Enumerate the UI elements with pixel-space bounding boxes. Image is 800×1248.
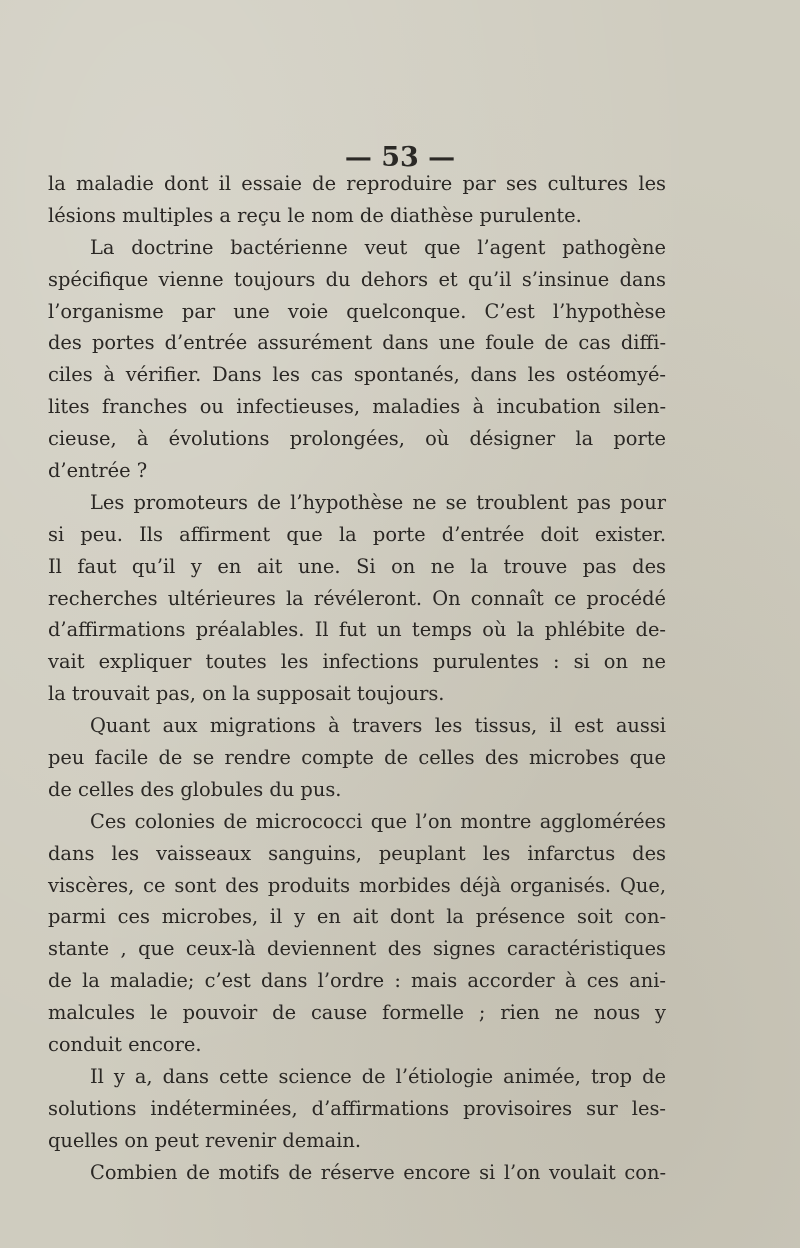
text-line: la trouvait pas, on la supposait toujours. — [48, 682, 445, 706]
text-line: cieuse, à évolutions prolongées, où désigner la porte — [48, 427, 666, 451]
text-line: Il y a, dans cette science de l’étiologie animée, trop de — [90, 1064, 666, 1088]
text-line: spécifique vienne toujours du dehors et qu’il s’insinue dans — [48, 267, 666, 291]
text-line: vait expliquer toutes les infections purulentes : si on ne — [48, 650, 666, 674]
text-line: quelles on peut revenir demain. — [48, 1128, 362, 1152]
text-line: dans les vaisseaux sanguins, peuplant les infarctus des — [48, 841, 666, 865]
text-line: la maladie dont il essaie de reproduire par ses cultures les — [48, 172, 666, 195]
page-number: — 53 — — [344, 142, 456, 173]
text-line: parmi ces microbes, il y en ait dont la présence soit con- — [48, 905, 666, 929]
text-line: Quant aux migrations à travers les tissus, il est aussi — [90, 714, 666, 738]
text-line: peu facile de se rendre compte de celles des microbes que — [48, 746, 666, 770]
text-line: La doctrine bactérienne veut que l’agent pathogène — [90, 235, 666, 259]
text-line: Il faut qu’il y en ait une. Si on ne la trouve pas des — [48, 554, 666, 578]
text-line: d’entrée ? — [48, 459, 148, 483]
text-line: conduit encore. — [48, 1033, 202, 1057]
text-line: des portes d’entrée assurément dans une foule de cas diffi- — [48, 331, 666, 355]
body-text — [48, 168, 666, 1189]
text-line: lésions multiples a reçu le nom de diathèse purulente. — [48, 203, 582, 227]
text-line: malcules le pouvoir de cause formelle ; rien ne nous y — [48, 1001, 666, 1025]
text-line: d’affirmations préalables. Il fut un temps où la phlébite de- — [48, 618, 666, 642]
text-line: Combien de motifs de réserve encore si l’on voulait con- — [90, 1160, 666, 1184]
text-line: de celles des globules du pus. — [48, 777, 342, 801]
text-line: stante , que ceux-là deviennent des signes caractéristiques — [48, 937, 666, 961]
text-line: Les promoteurs de l’hypothèse ne se troublent pas pour — [90, 490, 666, 514]
text-line: ciles à vérifier. Dans les cas spontanés, dans les ostéomyé- — [48, 363, 666, 387]
text-line: viscères, ce sont des produits morbides déjà organisés. Que, — [48, 873, 666, 897]
text-line: Ces colonies de micrococci que l’on montre agglomérées — [90, 809, 666, 833]
text-line: lites franches ou infectieuses, maladies à incubation silen- — [48, 395, 666, 419]
text-line: recherches ultérieures la révéleront. On connaît ce procédé — [48, 586, 666, 610]
text-line: l’organisme par une voie quelconque. C’est l’hypothèse — [48, 299, 666, 323]
text-line: de la maladie; c’est dans l’ordre : mais accorder à ces ani- — [48, 969, 666, 993]
text-line: solutions indéterminées, d’affirmations provisoires sur les- — [48, 1096, 666, 1120]
text-line: si peu. Ils affirment que la porte d’entrée doit exister. — [48, 522, 666, 546]
